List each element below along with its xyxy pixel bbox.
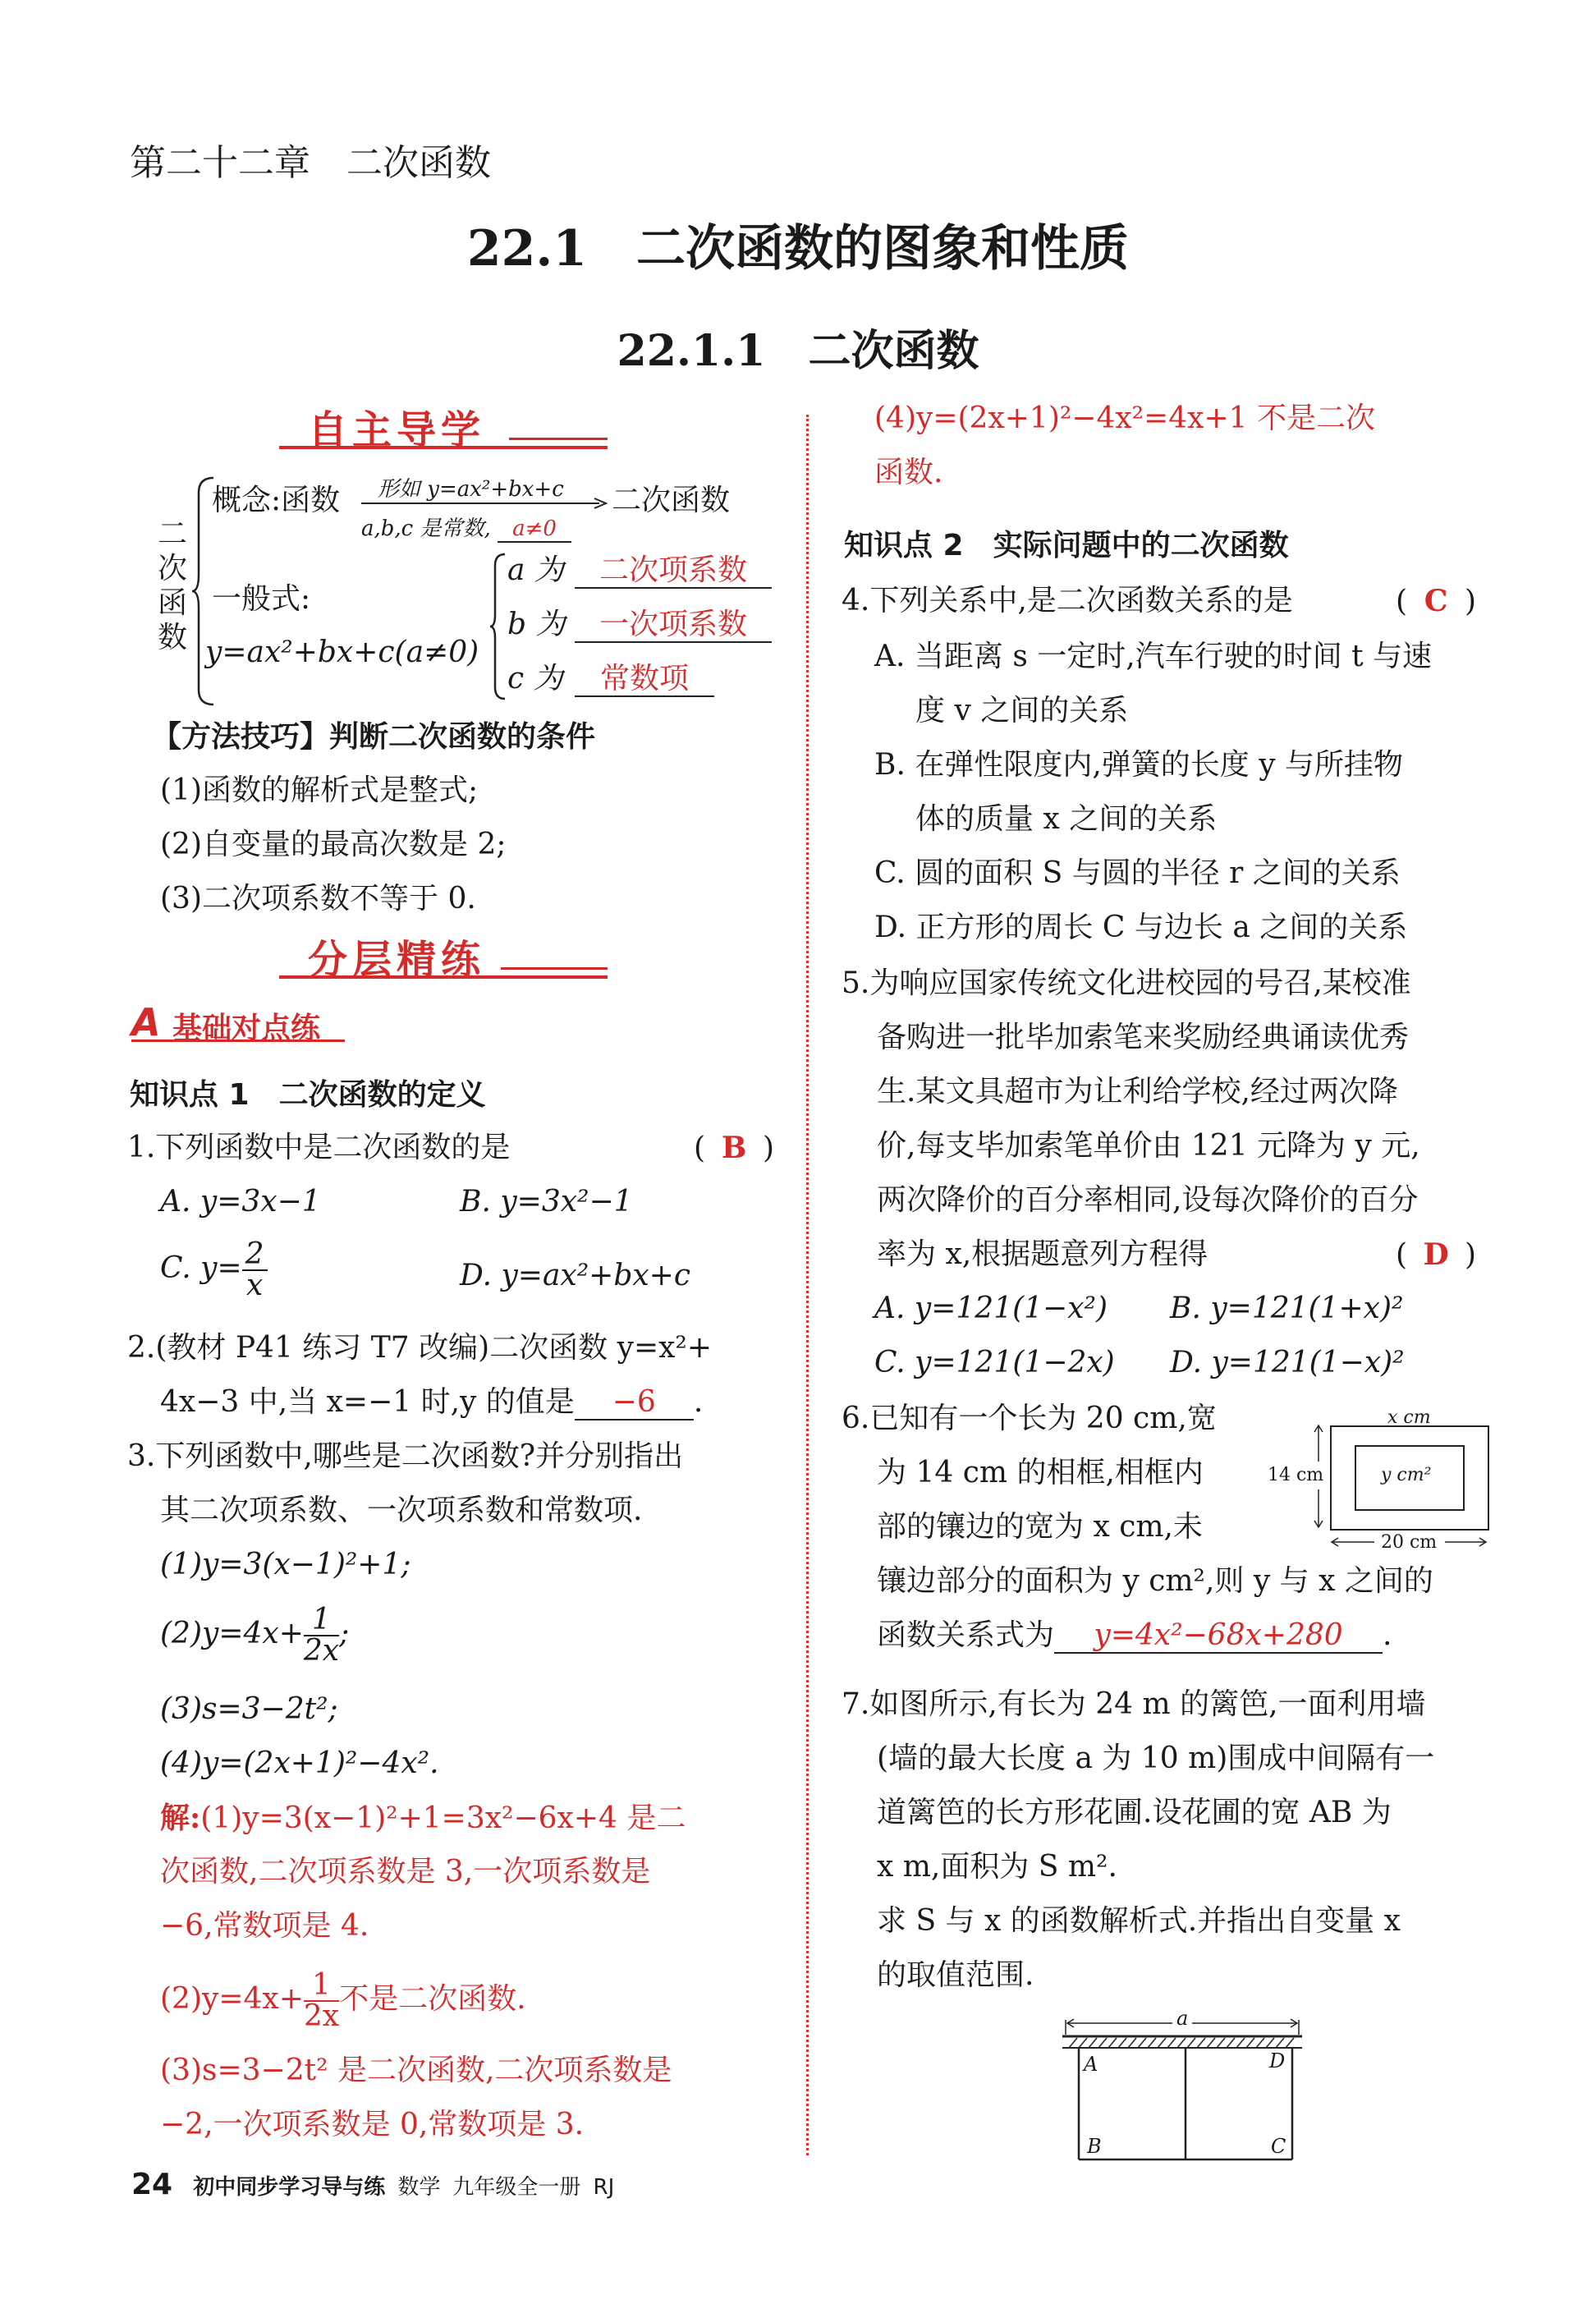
q6-bottom-label: 20 cm [1378, 1532, 1440, 1553]
q6-line3: 部的镶边的宽为 x cm,未 [877, 1510, 1203, 1544]
q5-line1: 5.为响应国家传统文化进校园的号召,某校准 [842, 966, 1411, 1000]
q6-line4: 镶边部分的面积为 y cm²,则 y 与 x 之间的 [877, 1564, 1433, 1598]
q3-line2: 其二次项系数、一次项系数和常数项. [160, 1494, 643, 1527]
general-formula: y=ax²+bx+c(a≠0) [205, 636, 479, 669]
q6-inner-label: y cm² [1381, 1465, 1432, 1485]
q1-option-c-frac [242, 1237, 268, 1302]
q7-line2: (墙的最大长度 a 为 10 m)围成中间隔有一 [877, 1742, 1435, 1775]
concept-arrow [361, 497, 608, 510]
q6-line1: 6.已知有一个长为 20 cm,宽 [842, 1402, 1217, 1435]
coef-b-value: 一次项系数 [575, 608, 772, 643]
q1-option-d: D. y=ax²+bx+c [460, 1259, 691, 1292]
q1-option-c [160, 1237, 268, 1302]
q2-tail: . [693, 1385, 704, 1419]
column-divider [806, 415, 809, 2155]
q3-solution-2-suffix: 不是二次函数. [339, 1982, 526, 2016]
section-title: 22.1 二次函数的图象和性质 [466, 220, 1130, 278]
q3-line1: 3.下列函数中,哪些是二次函数?并分别指出 [127, 1439, 684, 1473]
q1-option-b: B. y=3x²−1 [460, 1185, 633, 1219]
q6-line5 [877, 1619, 1392, 1654]
q3-solution-line3: −6,常数项是 4. [160, 1909, 369, 1943]
q6-dimension-lines [1297, 1411, 1494, 1554]
q3-solution-2-frac [303, 1968, 340, 2033]
kp1-title: 知识点 1 二次函数的定义 [130, 1078, 486, 1112]
footer [131, 2168, 614, 2201]
q2-line1: 2.(教材 P41 练习 T7 改编)二次函数 y=x²+ [127, 1331, 713, 1365]
q7-line4: x m,面积为 S m². [877, 1850, 1117, 1884]
q4-answer-bracket: ( C ) [1396, 584, 1477, 618]
q3-item-2-num: 1 [304, 1605, 339, 1636]
q1-answer-bracket: ( B ) [694, 1131, 775, 1165]
q3-item-2 [160, 1605, 349, 1666]
book-edition: RJ [593, 2175, 615, 2200]
q1-answer: B [721, 1131, 747, 1165]
q5-option-b: B. y=121(1+x)² [1170, 1292, 1404, 1325]
coef-b-label: b 为 [507, 608, 566, 641]
q1-option-c-den: x [245, 1269, 264, 1302]
q5-line2: 备购进一批毕加索笔来奖励经典诵读优秀 [877, 1021, 1410, 1054]
q5-line3: 生.某文具超市为让利给学校,经过两次降 [877, 1075, 1398, 1108]
q3-item-4: (4)y=(2x+1)²−4x². [160, 1746, 439, 1780]
q7-label-C: C [1271, 2135, 1286, 2158]
level-badge-letter: A [131, 1000, 161, 1044]
q3-solution-line1 [160, 1801, 686, 1835]
concept-bottom-a: a,b,c 是常数, [361, 516, 491, 541]
root-label-text: 二次函数 [157, 517, 187, 654]
q5-option-d: D. y=121(1−x)² [1170, 1346, 1405, 1379]
coef-c-label: c 为 [507, 662, 563, 695]
q1-option-c-num: 2 [242, 1240, 268, 1271]
q5-option-a: A. y=121(1−x²) [874, 1292, 1108, 1325]
q3-solution-4a: (4)y=(2x+1)²−4x²=4x+1 不是二次 [874, 402, 1375, 435]
level-badge [131, 1000, 345, 1045]
q3-solution-3a: (3)s=3−2t² 是二次函数,二次项系数是 [160, 2054, 672, 2087]
general-label: 一般式: [212, 582, 311, 616]
q6-answer: y=4x²−68x+280 [1054, 1619, 1383, 1654]
subsection-title: 22.1.1 二次函数 [617, 326, 979, 376]
q3-solution-3b: −2,一次项系数是 0,常数项是 3. [160, 2108, 585, 2141]
q3-solution-1a: (1)y=3(x−1)²+1=3x²−6x+4 是二 [200, 1801, 686, 1835]
root-label [156, 517, 189, 655]
q4-option-b2: 体的质量 x 之间的关系 [915, 802, 1218, 836]
q3-item-2-suffix: ; [339, 1617, 350, 1650]
level-badge-label: 基础对点练 [172, 1012, 321, 1045]
q2-line2 [160, 1386, 703, 1420]
q3-solution-label: 解: [160, 1801, 201, 1835]
q3-solution-line2: 次函数,二次项系数是 3,一次项系数是 [160, 1855, 651, 1889]
q3-solution-2-den: 2x [303, 1999, 340, 2033]
heading-underline-2 [509, 438, 608, 440]
q4-option-b1: B. 在弹性限度内,弹簧的长度 y 与所挂物 [874, 748, 1404, 782]
q5-line5: 两次降价的百分率相同,设每次降价的百分 [877, 1183, 1419, 1217]
q4-option-c: C. 圆的面积 S 与圆的半径 r 之间的关系 [874, 856, 1401, 890]
coef-a-label: a 为 [507, 553, 564, 587]
concept-bottom [361, 512, 571, 543]
q7-line3: 道篱笆的长方形花圃.设花圃的宽 AB 为 [877, 1796, 1392, 1829]
q7-figure [1059, 2007, 1305, 2168]
q4-answer: C [1424, 584, 1448, 618]
q7-label-D: D [1269, 2049, 1286, 2072]
q6-tail: . [1383, 1618, 1392, 1652]
coef-c-value: 常数项 [575, 663, 714, 697]
q4-stem: 4.下列关系中,是二次函数关系的是 [842, 584, 1293, 617]
q7-label-A: A [1084, 2053, 1098, 2076]
q2-answer: −6 [575, 1386, 694, 1420]
method-item-3: (3)二次项系数不等于 0. [160, 882, 476, 916]
q3-item-2-den: 2x [303, 1634, 340, 1668]
q5-line4: 价,每支毕加索笔单价由 121 元降为 y 元, [877, 1129, 1420, 1163]
q7-line1: 7.如图所示,有长为 24 m 的篱笆,一面利用墙 [842, 1687, 1426, 1721]
kp2-title: 知识点 2 实际问题中的二次函数 [844, 529, 1289, 562]
q2-line2-text: 4x−3 中,当 x=−1 时,y 的值是 [160, 1385, 575, 1419]
q5-answer: D [1423, 1237, 1449, 1272]
q3-item-1: (1)y=3(x−1)²+1; [160, 1548, 411, 1581]
method-item-2: (2)自变量的最高次数是 2; [160, 828, 507, 861]
q5-line6: 率为 x,根据题意列方程得 [877, 1237, 1208, 1271]
chapter-title: 第二十二章 二次函数 [130, 142, 491, 184]
q1-stem: 1.下列函数中是二次函数的是 [127, 1131, 511, 1164]
q6-left-label: 14 cm [1268, 1465, 1324, 1485]
q3-solution-4b: 函数. [874, 456, 943, 489]
q4-option-a1: A. 当距离 s 一定时,汽车行驶的时间 t 与速 [874, 640, 1433, 673]
concept-result: 二次函数 [612, 484, 731, 517]
q7-line6: 的取值范围. [877, 1958, 1034, 1992]
q3-solution-2 [160, 1968, 526, 2033]
q4-option-a2: 度 v 之间的关系 [915, 694, 1129, 727]
fenceng-heading-block [271, 928, 616, 985]
book-title: 初中同步学习导与练 [193, 2175, 386, 2200]
method-title: 【方法技巧】判断二次函数的条件 [152, 719, 596, 754]
heading-underline-2 [501, 967, 608, 970]
fenceng-heading: 分层精练 [308, 937, 486, 983]
book-subject: 数学 [397, 2175, 441, 2200]
q3-item-2-prefix: (2)y=4x+ [160, 1617, 304, 1650]
q6-line2: 为 14 cm 的相框,相框内 [877, 1456, 1204, 1489]
q7-label-a: a [1176, 2007, 1189, 2030]
q1-option-a: A. y=3x−1 [160, 1185, 321, 1219]
coef-a-value: 二次项系数 [575, 554, 772, 589]
q5-answer-bracket: ( D ) [1396, 1237, 1477, 1272]
q3-solution-2-prefix: (2)y=4x+ [160, 1982, 304, 2016]
concept-bottom-b: a≠0 [498, 516, 571, 543]
concept-map [156, 472, 796, 710]
q7-line5: 求 S 与 x 的函数解析式.并指出自变量 x [877, 1904, 1401, 1938]
concept-top: 形如 y=ax²+bx+c [378, 477, 564, 502]
q1-option-c-prefix: C. y= [160, 1251, 242, 1285]
q7-label-B: B [1087, 2135, 1102, 2158]
q3-solution-2-num: 1 [304, 1971, 339, 2002]
method-item-1: (1)函数的解析式是整式; [160, 773, 479, 807]
concept-label: 概念:函数 [212, 484, 341, 517]
q5-option-c: C. y=121(1−2x) [874, 1346, 1115, 1379]
q3-item-2-frac [304, 1605, 339, 1666]
book-grade: 九年级全一册 [452, 2175, 581, 2200]
q4-option-d: D. 正方形的周长 C 与边长 a 之间的关系 [874, 911, 1408, 944]
coef-brace [488, 553, 507, 700]
q6-line5-text: 函数关系式为 [877, 1618, 1055, 1652]
zizhu-heading-block [271, 398, 616, 456]
page-number: 24 [131, 2168, 173, 2201]
q6-figure [1268, 1407, 1494, 1554]
zizhu-heading: 自主导学 [308, 407, 486, 453]
q3-item-3: (3)s=3−2t²; [160, 1692, 338, 1726]
q6-top-label: x cm [1387, 1407, 1431, 1428]
